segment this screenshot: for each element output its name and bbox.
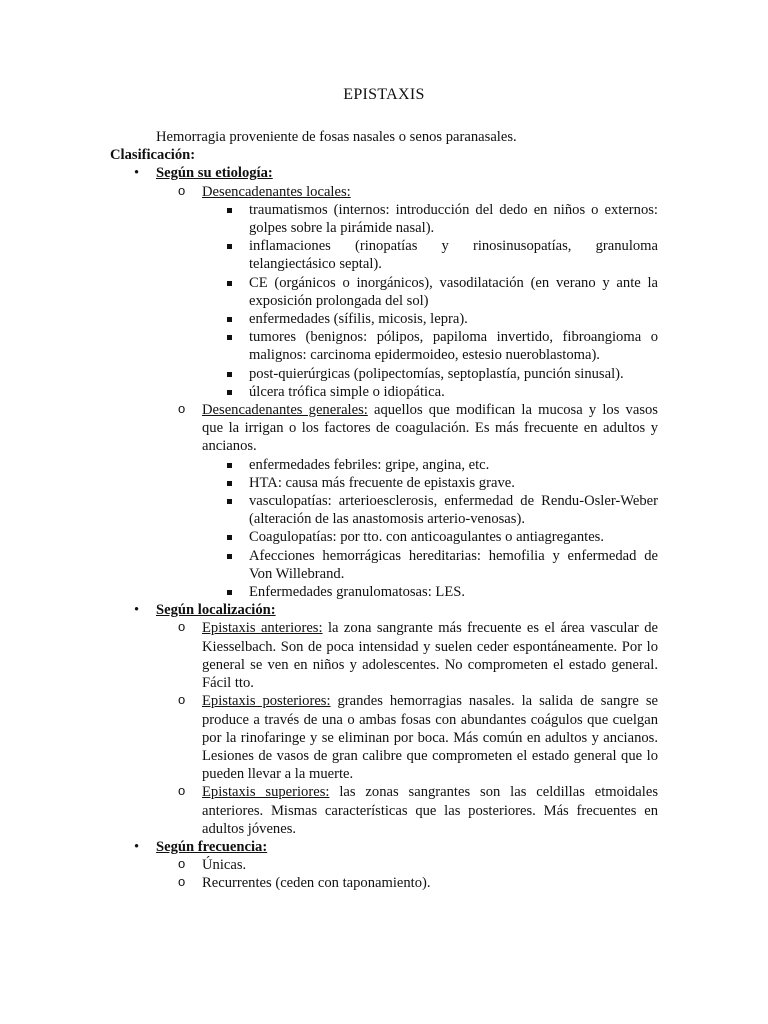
page-title: EPISTAXIS [343,86,425,103]
subsection-text: aquellos que modifican la mucosa y los vasos que la irrigan o los factores de coagulación. Es más frecuente en adultos y ancianos. [202,402,658,455]
square-bullet [227,463,232,468]
document-body [0,128,768,893]
list-item [249,528,658,546]
square-bullet [227,317,232,322]
list-item-text: vasculopatías: arterioesclerosis, enfermedad de Rendu-Osler-Weber (alteración de las anastomosis arterio-venosas). [249,493,658,528]
square-bullet [227,208,232,213]
square-bullet [227,390,232,395]
section-label: Según frecuencia: [156,838,268,855]
list-item-text: HTA: causa más frecuente de epistaxis grave. [249,474,515,491]
list-item-text: Únicas. [202,857,247,874]
circle-marker: o [178,856,186,872]
section-etiologia [134,164,658,182]
classification-heading: Clasificación: [110,147,196,164]
list-item-text: tumores (benignos: pólipos, papiloma invertido, fibroangioma o malignos: carcinoma epidermoideo, estesio nueroblastoma). [249,329,658,364]
square-bullet [227,535,232,540]
square-bullet [227,554,232,559]
list-item-text: post-quierúrgicas (polipectomías, septoplastía, punción sinusal). [249,365,624,382]
list-item-text: enfermedades (sífilis, micosis, lepra). [249,311,468,328]
square-bullet [227,499,232,504]
subsection-text: las zonas sangrantes son las celdillas etmoidales anteriores. Mismas características que las posteriores. Más frecuentes en adultos jóvenes. [202,784,658,837]
circle-marker: o [178,401,186,417]
list-item-text: Coagulopatías: por tto. con anticoagulantes o antiagregantes. [249,529,605,546]
circle-marker: o [178,692,186,708]
bullet-marker: • [134,838,140,855]
subsection-text: la zona sangrante más frecuente es el área vascular de Kiesselbach. Son de poca intensidad y suelen ceder espontáneamente. Por lo general se ven en niños y adolescentes. No comprometen el estado general. Fácil tto. [202,620,658,692]
subsection-superiores [178,783,658,838]
list-item-text: traumatismos (internos: introducción del dedo en niños o externos: golpes sobre la pirámide nasal). [249,201,658,237]
section-label: Según su etiología: [156,165,273,182]
list-item-text: enfermedades febriles: gripe, angina, etc. [249,456,490,473]
subsection-anteriores [178,619,658,692]
list-item [178,856,658,874]
list-item [249,547,658,583]
circle-marker: o [178,874,186,890]
subsection-label: Epistaxis anteriores: [202,620,323,637]
subsection-label: Epistaxis superiores: [202,784,330,801]
list-item [249,474,658,492]
subsection-locales [178,182,658,201]
square-bullet [227,372,232,377]
bullet-marker: • [134,165,140,182]
section-label: Según localización: [156,602,276,619]
list-item [178,874,658,892]
square-bullet [227,590,232,595]
bullet-marker: • [134,602,140,619]
subsection-text: grandes hemorragias nasales. la salida de sangre se produce a través de una o ambas fosas con abundantes coágulos que cuelgan por la rinofaringe y se eliminan por boca. Más común en adultos y ancianos. Lesiones de vasos de gran calibre que comprometen el estado general que lo pueden llevar a la muerte. [202,693,658,783]
list-item [249,310,658,328]
list-item [249,492,658,528]
list-item [249,456,658,474]
section-localizacion [134,601,658,619]
list-item [249,365,658,383]
subsection-posteriores [178,692,658,783]
square-bullet [227,481,232,486]
square-bullet [227,244,232,249]
list-item [249,274,658,310]
list-item [249,328,658,364]
subsection-generales [178,401,658,456]
subsection-label: Desencadenantes locales: [202,183,351,200]
circle-marker: o [178,182,186,198]
list-item-text: inflamaciones (rinopatías y rinosinusopatías, granuloma telangiectásico septal). [249,238,658,273]
section-frecuencia [134,838,658,856]
circle-marker: o [178,619,186,635]
list-item [249,237,658,273]
square-bullet [227,281,232,286]
list-item-text: Enfermedades granulomatosas: LES. [249,584,466,601]
subsection-label: Desencadenantes generales: [202,402,368,419]
subsection-label: Epistaxis posteriores: [202,693,331,710]
list-item-text: CE (orgánicos o inorgánicos), vasodilatación (en verano y ante la exposición prolongada del sol) [249,274,658,309]
list-item-text: úlcera trófica simple o idiopática. [249,383,445,400]
list-item [249,583,658,601]
list-item [249,383,658,401]
list-item-text: Recurrentes (ceden con taponamiento). [202,875,431,892]
square-bullet [227,335,232,340]
intro-paragraph: Hemorragia proveniente de fosas nasales o senos paranasales. [156,129,517,145]
list-item-text: Afecciones hemorrágicas hereditarias: hemofilia y enfermedad de Von Willebrand. [249,547,658,582]
circle-marker: o [178,783,186,799]
list-item [249,201,658,237]
